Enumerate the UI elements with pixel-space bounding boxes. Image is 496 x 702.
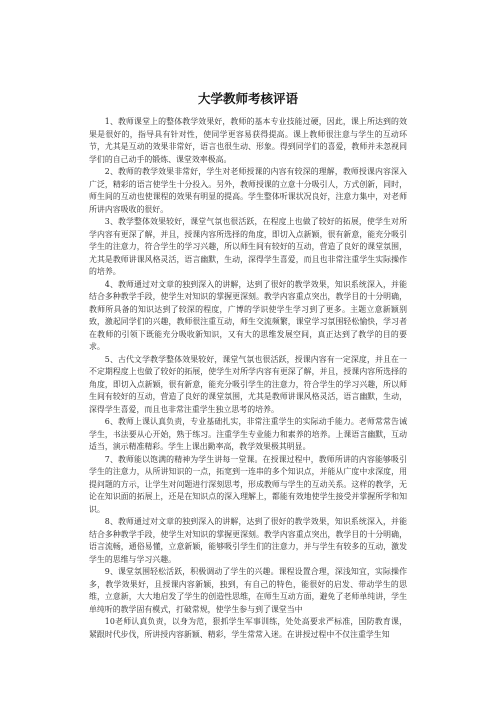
paragraph-4: 4、教师通过对文章的独到深入的讲解，达到了很好的教学效果，知识系统深入，并能结合多种教学手段，使学生对知识的掌握更深刻。教学内容重点突出，教学目的十分明确，教师所具备的知识达到了较深的程度，广博的学识使学生学习到了更多。主题立意新颖别致，激起同学们的兴趣，教师很注重互动，师生交流频繁，课堂学习氛围轻松愉快，学习者在教师的引领下既能充分吸收新知识，又有大的思维发展空间，真正达到了教学的目的要求。 — [89, 279, 407, 351]
paragraph-10: 10老师认真负责，以身为范，狠抓学生军事训练，处处高要求严标准，国防教育课，紧跟时代步伐，所讲授内容新颖、精彩，学生常常入迷。在讲授过程中不仅注重学生知 — [89, 617, 407, 639]
paragraph-1: 1、教师课堂上的整体教学效果好，教师的基本专业技能过硬，因此，课上所达到的效果是很好的，指导具有针对性，使同学更容易获得提高。课上教师很注意与学生的互动环节，尤其是互动的效果非常好，语言也很生动、形象。得到同学们的喜爱，教师并未忽视同学们的自己动手的锻炼、课堂效率极高。 — [89, 117, 407, 164]
paragraph-7: 7、教师能以饱满的精神为学生讲每一堂课。在授课过程中，教师所讲的内容能够吸引学生的注意力，从所讲知识的一点，拓宽到一连串的多个知识点，并能从广度中求深度，用提问题的方示，让学生对问题进行深刻思考，形成教师与学生的互动关系。这样的教学，无论在知识面的拓展上，还是在知识点的深入理解上，都能有效地使学生接受并掌握所学和知识。 — [89, 454, 407, 514]
paragraph-9: 9、课堂氛围轻松活跃，积极调动了学生的兴趣。课程设置合理，深浅知宜，实际操作多，教学效果好，且授课内容新颖，独到，有自己的特色，能很好的启发、带动学生的思维，立意新，大大地启发了学生的创造性思维，在师生互动方面，避免了老师单纯讲，学生单纯听的教学固有模式，打破常规，使学生参与到了课堂当中 — [89, 567, 407, 614]
document-body — [89, 116, 407, 641]
paragraph-5: 5、古代文学教学整体效果较好，课堂气氛也很活跃，授课内容有一定深度，并且在一不定期程度上也做了较好的拓展，使学生对所学内容有更深了解，并且，授课内容所选择的角度，即切入点新颖，很有新意，能充分吸引学生的注意力，符合学生的学习兴趣，所以师生间有较好的互动，营造了良好的课堂氛围，尤其是教师讲课风格灵活，语言幽默，生动，深得学生喜爱，而且也非常注重学生独立思考的培养。 — [89, 354, 407, 414]
paragraph-2: 2、教师的教学效果非常好，学生对老师授课的内容有较深的理解，教师授课内容深入广泛，精彩的语言使学生十分投入。另外，教师授课的立意十分吸引人，方式创新，同时，师生间的互动也使课程的效果有明显的提高。学生整体听课状况良好，注意力集中，对老师所讲内容吸收的很好。 — [89, 167, 407, 214]
paragraph-3: 3、教学整体效果较好，课堂气氛也很活跃，在程度上也做了较好的拓展，使学生对所学内容有更深了解，并且，授课内容所选择的角度，即切入点新颖，很有新意，能充分吸引学生的注意力，符合学生的学习兴趣，所以师生间有较好的互动，营造了良好的课堂氛围，尤其是教师讲课风格灵活，语言幽默，生动，深得学生喜爱，而且也非常注重学生实际操作的培养。 — [89, 217, 407, 276]
document-title: 大学教师考核评语 — [197, 91, 298, 106]
paragraph-8: 8、教师通过对文章的独到深入的讲解，达到了很好的教学效果，知识系统深入，并能结合多种教学手段，使学生对知识的掌握更深刻。教学内容重点突出，教学目的十分明确，语言流畅，通俗易懂，立意新颖，能够吸引学生们的注意力，并与学生有较多的互动，激发学生的思维与学习兴趣。 — [89, 517, 407, 564]
paragraph-6: 6、教师上课认真负责，专业基础扎实，非常注重学生的实际动手能力。老师常常告诫学生，书法要从心开始，熟于练习。注重学生专业能力和素养的培养。上课语言幽默，互动适当，演示精准精彩。学生上课出勤率高，教学效果极其明显。 — [89, 417, 407, 451]
